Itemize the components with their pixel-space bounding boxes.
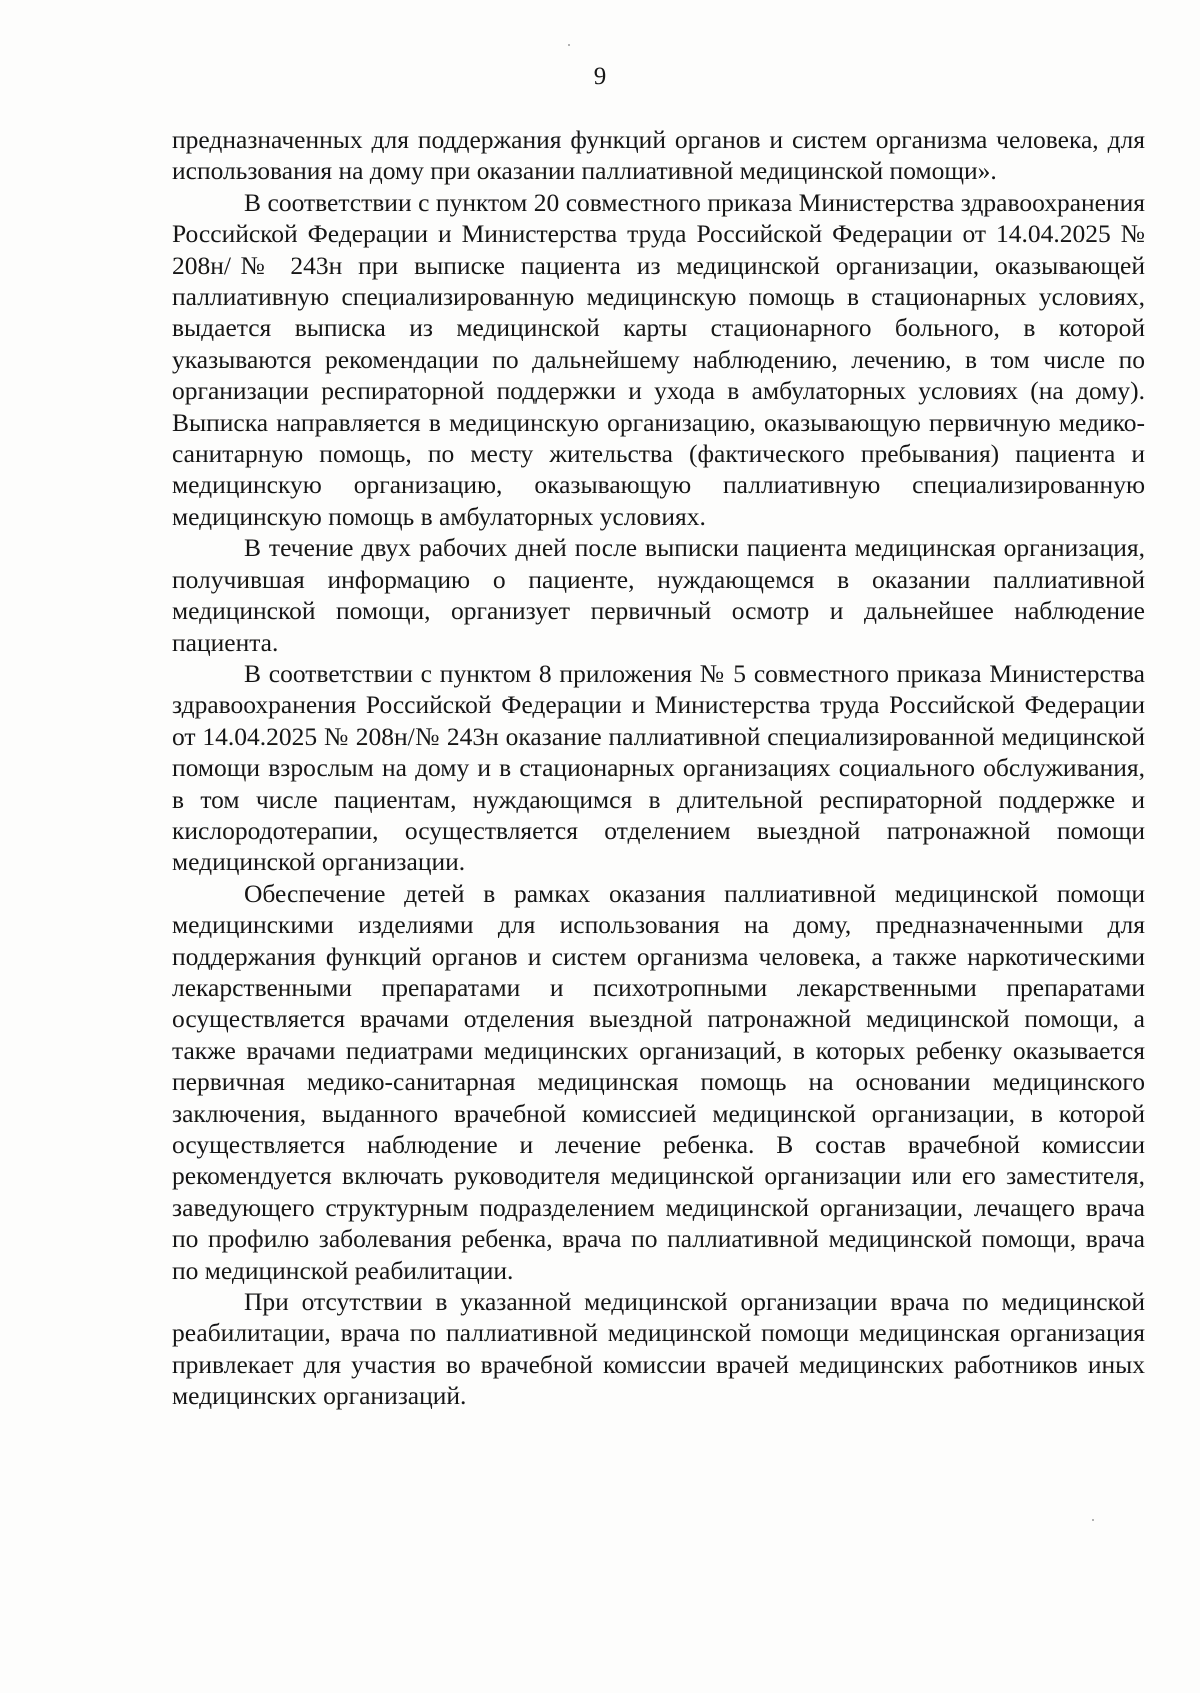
scan-speck — [568, 44, 570, 46]
paragraph-children-provision: Обеспечение детей в рамках оказания паллиативной медицинской помощи медицинскими изделиями для использования на дому, предназначенными для поддержания функций органов и систем организма человека, а также наркотическими лекарственными препаратами и психотропными лекарственными препаратами осуществляется врачами отделения выездной патронажной медицинской помощи, а также врачами педиатрами медицинских организаций, в которых ребенку оказывается первичная медико-санитарная медицинская помощь на основании медицинского заключения, выданного врачебной комиссией медицинской организации, в которой осуществляется наблюдение и лечение ребенка. В состав врачебной комиссии рекомендуется включать руководителя медицинской организации или его заместителя, заведующего структурным подразделением медицинской организации, лечащего врача по профилю заболевания ребенка, врача по паллиативной медицинской помощи, врача по медицинской реабилитации. — [172, 878, 1145, 1285]
paragraph-continuation: предназначенных для поддержания функций органов и систем организма человека, для использования на дому при оказании паллиативной медицинской помощи». — [172, 125, 1145, 186]
paragraph-initial-examination: В течение двух рабочих дней после выписки пациента медицинская организация, получившая информацию о пациенте, нуждающемся в оказании паллиативной медицинской помощи, организует первичный осмотр и дальнейшее наблюдение пациента. — [172, 533, 1145, 657]
document-body — [172, 124, 1145, 1412]
paragraph-home-care-adults: В соответствии с пунктом 8 приложения № 5 совместного приказа Министерства здравоохранения Российской Федерации и Министерства труда Российской Федерации от 14.04.2025 № 208н/№ 243н оказание паллиативной специализированной медицинской помощи взрослым на дому и в стационарных организациях социального обслуживания, в том числе пациентам, нуждающимся в длительной респираторной поддержке и кислородотерапии, осуществляется отделением выездной патронажной помощи медицинской организации. — [172, 658, 1145, 877]
paragraph-absence-of-doctor: При отсутствии в указанной медицинской организации врача по медицинской реабилитации, врача по паллиативной медицинской помощи медицинская организация привлекает для участия во врачебной комиссии врачей медицинских работников иных медицинских организаций. — [172, 1287, 1145, 1411]
scan-speck — [1092, 1519, 1094, 1521]
paragraph-discharge-summary: В соответствии с пунктом 20 совместного приказа Министерства здравоохранения Российской Федерации и Министерства труда Российской Федерации от 14.04.2025 № 208н/№ 243н при выписке пациента из медицинской организации, оказывающей паллиативную специализированную медицинскую помощь в стационарных условиях, выдается выписка из медицинской карты стационарного больного, в которой указываются рекомендации по дальнейшему наблюдению, лечению, в том числе по организации респираторной поддержки и ухода в амбулаторных условиях (на дому). Выписка направляется в медицинскую организацию, оказывающую первичную медико-санитарную помощь, по месту жительства (фактического пребывания) пациента и медицинскую организацию, оказывающую паллиативную специализированную медицинскую помощь в амбулаторных условиях. — [172, 187, 1145, 531]
page-number: 9 — [593, 63, 607, 90]
